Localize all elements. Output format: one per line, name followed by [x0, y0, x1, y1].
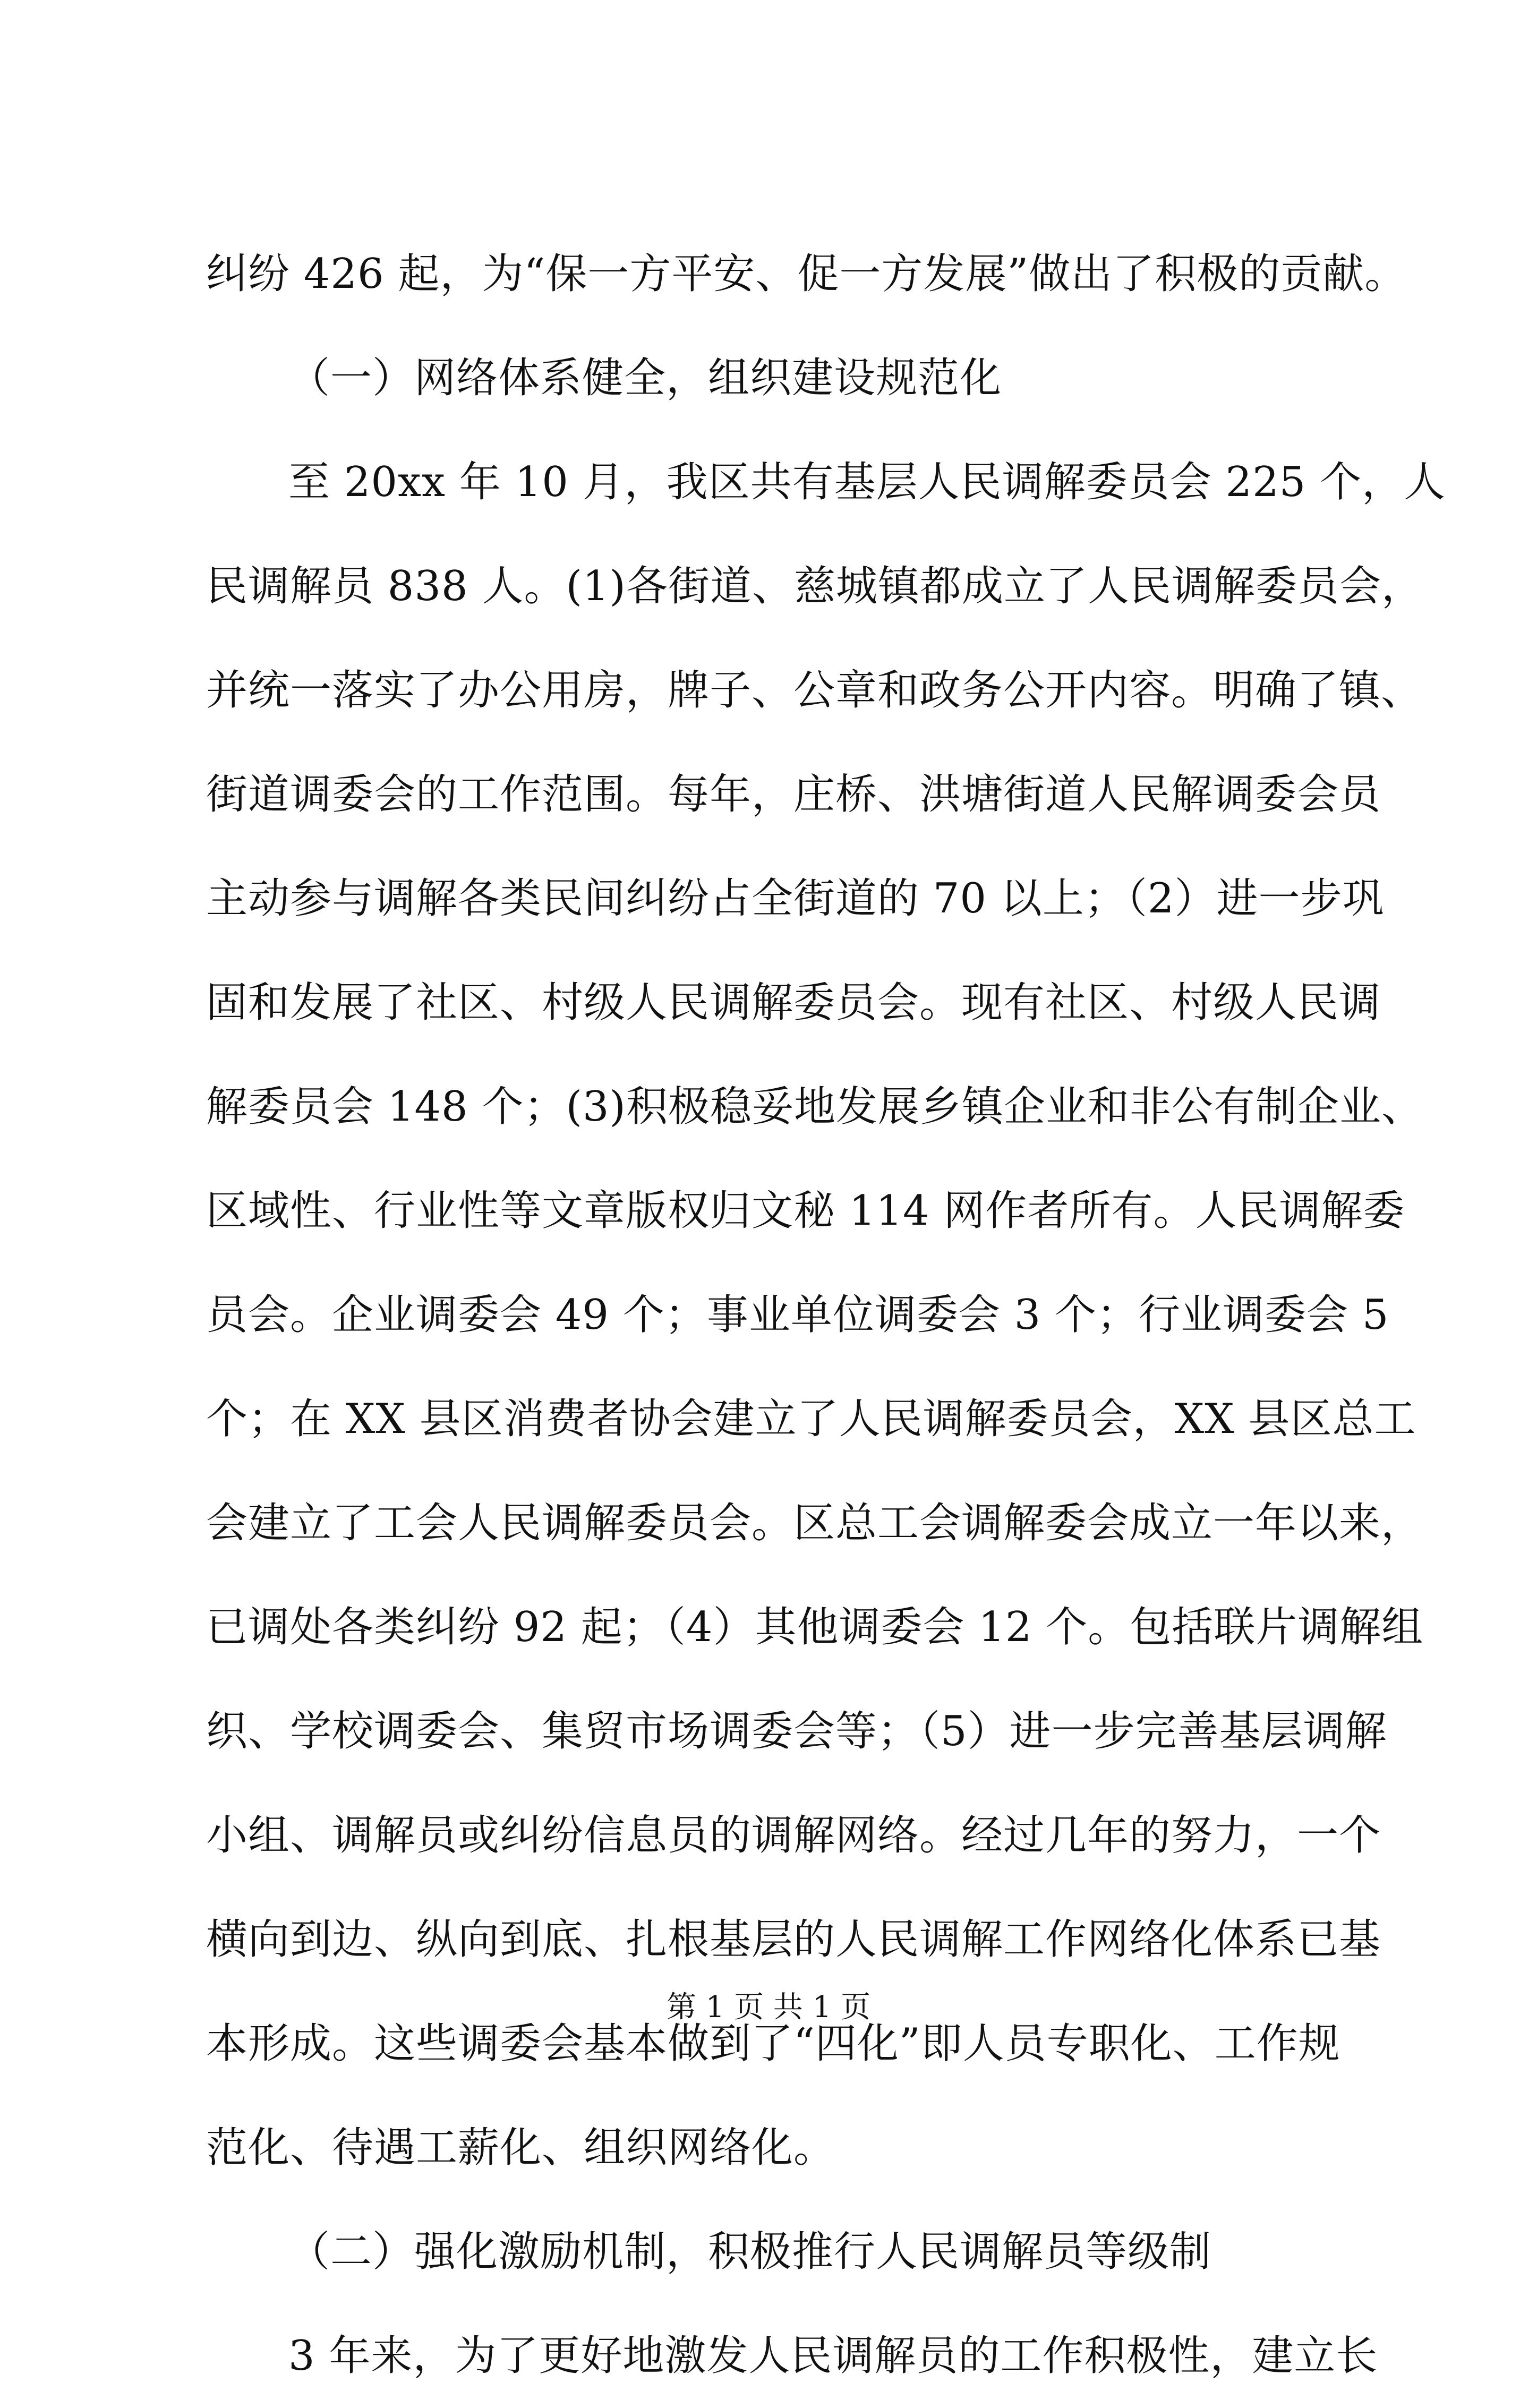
text-line: 并统一落实了办公用房，牌子、公章和政务公开内容。明确了镇、	[206, 667, 1423, 714]
text-line: 本形成。这些调委会基本做到了“四化”即人员专职化、工作规	[206, 2020, 1340, 2068]
text-line: 民调解员 838 人。(1)各街道、慈城镇都成立了人民调解委员会，	[206, 562, 1423, 610]
section-heading-1: （一）网络体系健全，组织建设规范化	[288, 354, 1002, 402]
paragraph-first-line: 至 20xx 年 10 月，我区共有基层人民调解委员会 225 个，人	[288, 458, 1446, 506]
text-line: 主动参与调解各类民间纠纷占全街道的 70 以上；（2）进一步巩	[206, 875, 1385, 923]
text-line: 织、学校调委会、集贸市场调委会等；（5）进一步完善基层调解	[206, 1707, 1387, 1755]
text-line: 会建立了工会人民调解委员会。区总工会调解委会成立一年以来，	[206, 1499, 1423, 1547]
text-line: 区域性、行业性等文章版权归文秘 114 网作者所有。人民调解委	[206, 1187, 1405, 1235]
text-line: 解委员会 148 个；(3)积极稳妥地发展乡镇企业和非公有制企业、	[206, 1083, 1423, 1131]
text-line: 街道调委会的工作范围。每年，庄桥、洪塘街道人民解调委会员	[206, 771, 1381, 818]
paragraph-first-line: 3 年来，为了更好地激发人民调解员的工作积极性，建立长	[288, 2332, 1378, 2380]
text-line: 横向到边、纵向到底、扎根基层的人民调解工作网络化体系已基	[206, 1916, 1381, 1963]
text-line: 范化、待遇工薪化、组织网络化。	[206, 2124, 836, 2172]
document-body	[206, 222, 1446, 2408]
page-footer: 第 1 页 共 1 页	[666, 1990, 871, 2025]
text-line: 个；在 XX 县区消费者协会建立了人民调解委员会，XX 县区总工	[206, 1395, 1416, 1443]
text-line: 固和发展了社区、村级人民调解委员会。现有社区、村级人民调	[206, 979, 1381, 1027]
text-line: 纠纷 426 起，为“保一方平安、促一方发展”做出了积极的贡献。	[206, 250, 1407, 298]
text-line: 员会。企业调委会 49 个；事业单位调委会 3 个；行业调委会 5	[206, 1291, 1389, 1339]
text-line: 小组、调解员或纠纷信息员的调解网络。经过几年的努力，一个	[206, 1812, 1381, 1859]
text-line: 已调处各类纠纷 92 起；（4）其他调委会 12 个。包括联片调解组	[206, 1603, 1424, 1651]
section-heading-2: （二）强化激励机制，积极推行人民调解员等级制	[288, 2228, 1212, 2276]
